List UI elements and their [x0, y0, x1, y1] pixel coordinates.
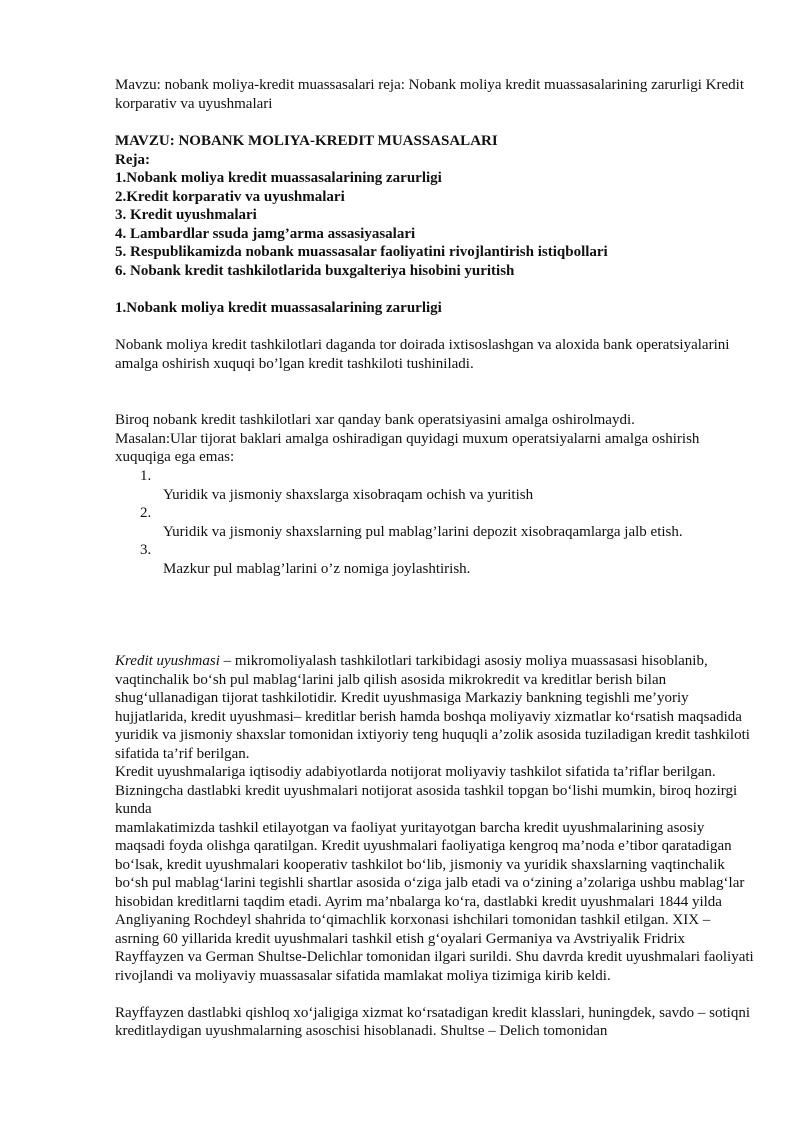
list-number-1: 1. — [140, 468, 152, 484]
list-item-3: Mazkur pul mablag’larini o’z nomiga joylashtirish. — [163, 560, 471, 577]
paragraph-limitation: Masalan:Ular tijorat baklari amalga oshiradigan quyidagi muxum operatsiyalarni amalga oshirish xuquqiga ega emas: — [115, 430, 700, 465]
list-item-2: Yuridik va jismoniy shaxslarning pul mablag’larini depozit xisobraqamlarga jalb etish. — [163, 523, 683, 540]
plan-item-3: 3. Kredit uyushmalari — [115, 207, 257, 223]
paragraph-definition: Nobank moliya kredit tashkilotlari daganda tor doirada ixtisoslashgan va aloxida bank operatsiyalarini amalga oshirish xuquqi bo’lgan kredit tashkiloti tushiniladi. — [115, 337, 730, 372]
plan-item-1: 1.Nobank moliya kredit muassasalarining zarurligi — [115, 170, 442, 186]
intro-text: Mavzu: nobank moliya-kredit muassasalari reja: Nobank moliya kredit muassasalarining zarurligi Kredit korparativ va uyushmalari — [115, 77, 744, 112]
main-heading: MAVZU: NOBANK MOLIYA-KREDIT MUASSASALARI — [115, 133, 498, 149]
section-title: 1.Nobank moliya kredit muassasalarining zarurligi — [115, 300, 442, 316]
paragraph-credit-union-definition — [115, 652, 755, 763]
paragraph-rayffayzen: Rayffayzen dastlabki qishloq xo‘jaligiga xizmat ko‘rsatadigan kredit klasslari, huningdek, savdo – sotiqni kreditlaydigan uyushmalarning asoschisi hisoblanadi. Shultse – Delich tomonidan — [115, 1004, 751, 1039]
paragraph-history: mamlakatimizda tashkil etilayotgan va faoliyat yuritayotgan barcha kredit uyushmalarining asosiy maqsadi foyda olishga qaratilgan. Kredit uyushmalari faoliyatiga kengroq ma’noda e’tibor qaratadigan bo‘lsak, kredit uyushmalari kooperativ tashkilot bo‘lib, jismoniy va yuridik shaxslarning vaqtinchalik bo‘sh pul mablag‘larini tegishli shartlar asosida o‘ziga jalb etadi va o‘zining a’zolariga ushbu mablag‘lar hisobidan kreditlarni taqdim etadi. Ayrim ma’nbalarga ko‘ra, dastlabki kredit uyushmalari 1844 yilda Angliyaning Rochdeyl shahrida to‘qimachlik korxonasi ishchilari tomonidan tashkil etilgan. XIX – asrning 60 yillarida kredit uyushmalari tashkil etish g‘oyalari Germaniya va Avstriyalik Fridrix Rayffayzen va German Shultse-Delichlar tomonidan ilgari surildi. Shu davrda kredit uyushmalari faoliyati rivojlandi va moliyaviy muassasalar sifatida mamlakat moliya tizimiga kirib keldi. — [115, 819, 754, 984]
plan-item-2: 2.Kredit korparativ va uyushmalari — [115, 188, 345, 205]
list-number-2: 2. — [140, 505, 152, 521]
list-item-1: Yuridik va jismoniy shaxslarga xisobraqam ochish va yuritish — [163, 486, 534, 503]
paragraph-nonprofit: Kredit uyushmalariga iqtisodiy adabiyotlarda notijorat moliyaviy tashkilot sifatida ta’riflar berilgan. Bizningcha dastlabki kredit uyushmalari notijorat asosida tashkil topgan bo‘lishi mumkin, biroq hozirgi kunda — [115, 764, 738, 817]
plan-label: Reja: — [115, 151, 150, 168]
definition-text: – mikromoliyalash tashkilotlari tarkibidagi asosiy moliya muassasasi hisoblanib, vaqtinchalik bo‘sh pul mablag‘larini jalb qilish asosida mikrokredit va kreditlar berish bilan shug‘ullanadigan tijorat tashkilotidir. Kredit uyushmasiga Markaziy bankning tegishli me’yoriy hujjatlarida, kredit uyushmasi– kreditlar berish hamda boshqa moliyaviy xizmatlar ko‘rsatish maqsadida yuridik va jismoniy shaxslar tomonidan ixtiyoriy teng huquqli a’zolik asosida tuziladigan kredit tashkiloti sifatida ta’rif berilgan. — [115, 653, 750, 762]
plan-item-6: 6. Nobank kredit tashkilotlarida buxgalteriya hisobini yuritish — [115, 262, 515, 279]
list-number-3: 3. — [140, 542, 152, 558]
term-kredit-uyushmasi: Kredit uyushmasi — [115, 653, 220, 669]
plan-item-4: 4. Lambardlar ssuda jamg’arma assasiyasalari — [115, 225, 416, 242]
paragraph-limitation-line1: Biroq nobank kredit tashkilotlari xar qanday bank operatsiyasini amalga oshirolmaydi. — [115, 412, 635, 428]
plan-item-5: 5. Respublikamizda nobank muassasalar faoliyatini rivojlantirish istiqbollari — [115, 244, 608, 260]
